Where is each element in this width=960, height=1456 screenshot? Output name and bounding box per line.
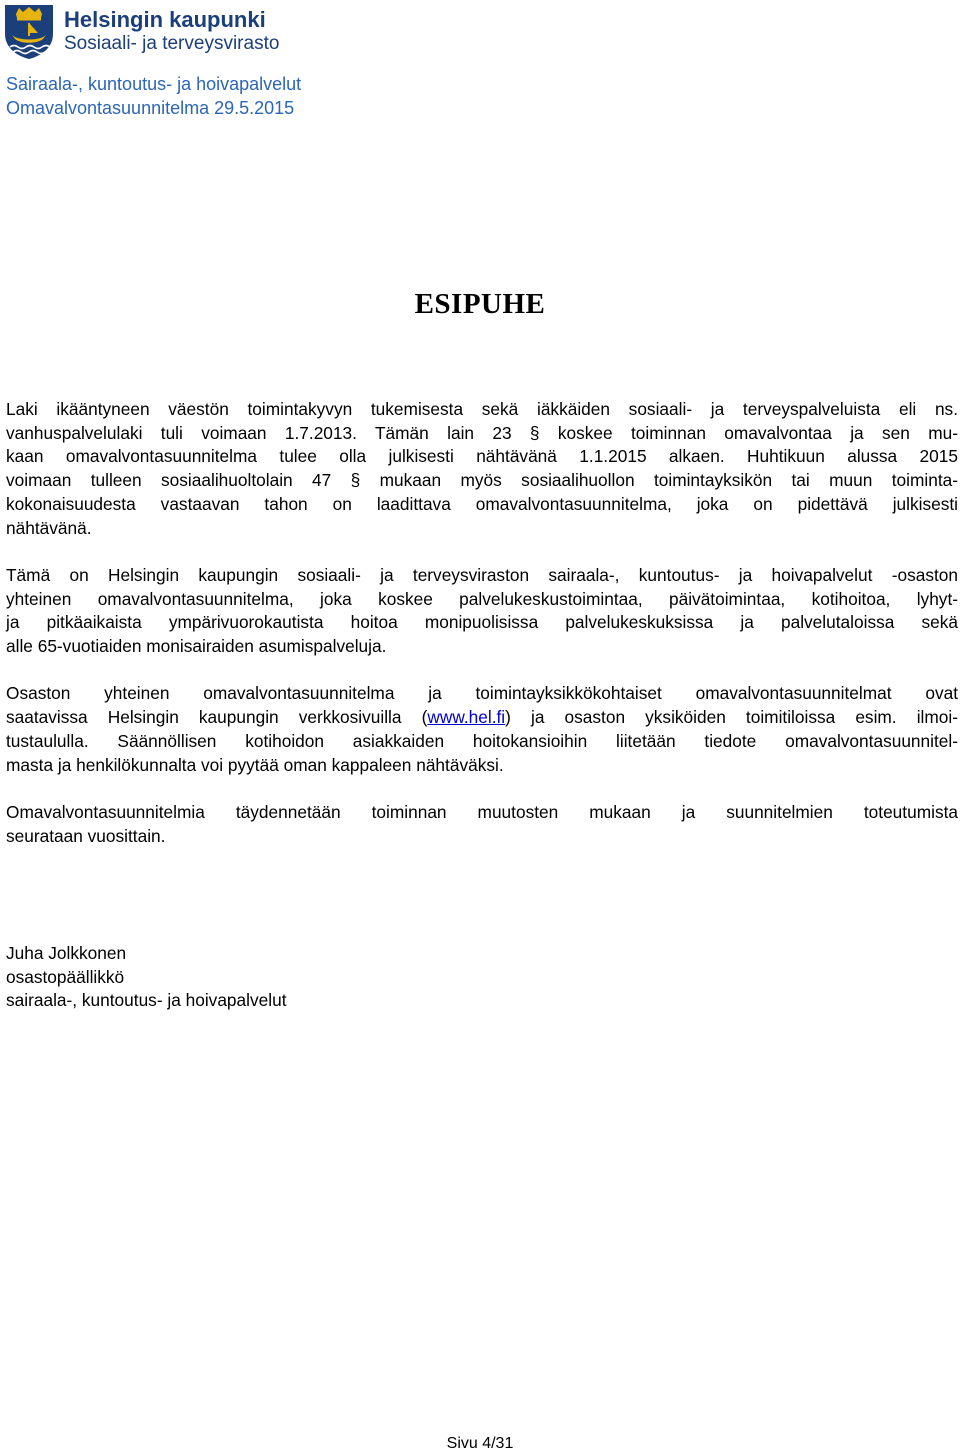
text-line: Tämä on Helsingin kaupungin sosiaali- ja terveysviraston sairaala-, kuntoutus- ja hoivapalvelut -osaston [6, 564, 958, 585]
text-line: masta ja henkilökunnalta voi pyytää oman kappaleen nähtäväksi. [6, 754, 504, 775]
helsinki-crest-icon [4, 4, 54, 60]
department-name: Sosiaali- ja terveysvirasto [64, 33, 280, 54]
signature-block [6, 942, 287, 1013]
organization-name: Helsingin kaupunki [64, 7, 266, 32]
text-line: vanhuspalvelulaki tuli voimaan 1.7.2013. Tämän lain 23 § koskee toiminnan omavalvontaa ja sen mu- [6, 422, 958, 443]
page-number: Sivu 4/31 [446, 1435, 514, 1452]
paragraph-2 [6, 564, 958, 659]
plan-date: Omavalvontasuunnitelma 29.5.2015 [6, 98, 295, 118]
paragraph-3 [6, 682, 958, 777]
paragraph-1 [6, 398, 958, 540]
text-line: kaan omavalvontasuunnitelma tulee olla julkisesti nähtävänä 1.1.2015 alkaen. Huhtikuun alussa 2015 [6, 446, 958, 467]
text-fragment: ) ja osaston yksiköiden toimitiloissa esim. ilmoi- [505, 707, 958, 728]
text-line: seurataan vuosittain. [6, 825, 166, 846]
text-fragment: saatavissa Helsingin kaupungin verkkosivuilla ( [6, 707, 428, 728]
text-line: ja pitkäaikaista ympärivuorokautista hoitoa monipuolisissa palvelukeskuksissa ja palvelutaloissa sekä [6, 612, 958, 633]
signer-name: Juha Jolkkonen [6, 943, 127, 963]
page-title: ESIPUHE [414, 288, 546, 320]
text-line: tustaululla. Säännöllisen kotihoidon asiakkaiden hoitokansioihin liitetään tiedote omavalvontasuunnitel- [6, 730, 958, 751]
text-line: Laki ikääntyneen väestön toimintakyvyn tukemisesta sekä iäkkäiden sosiaali- ja terveyspalveluista eli ns. [6, 399, 958, 419]
signer-unit: sairaala-, kuntoutus- ja hoivapalvelut [6, 990, 287, 1011]
text-line: Omavalvontasuunnitelmia täydennetään toiminnan muutosten mukaan ja suunnitelmien toteutumista [6, 801, 958, 822]
text-line [6, 706, 958, 730]
text-line: kokonaisuudesta vastaavan tahon on laadittava omavalvontasuunnitelma, joka on pidettävä julkisesti [6, 493, 958, 514]
website-link[interactable]: www.hel.fi [427, 707, 506, 728]
text-line: alle 65-vuotiaiden monisairaiden asumispalveluja. [6, 636, 387, 657]
text-line: yhteinen omavalvontasuunnitelma, joka koskee palvelukeskustoimintaa, päivätoimintaa, kotihoitoa, lyhyt- [6, 588, 958, 609]
document-body [6, 398, 958, 872]
paragraph-4 [6, 801, 958, 848]
signer-role: osastopäällikkö [6, 966, 125, 987]
unit-name: Sairaala-, kuntoutus- ja hoivapalvelut [6, 74, 302, 94]
text-line: nähtävänä. [6, 517, 92, 538]
text-line: voimaan tulleen sosiaalihuoltolain 47 § mukaan myös sosiaalihuollon toimintayksikön tai muun toiminta- [6, 470, 958, 491]
text-line: Osaston yhteinen omavalvontasuunnitelma ja toimintayksikkökohtaiset omavalvontasuunnitelmat ovat [6, 683, 958, 704]
